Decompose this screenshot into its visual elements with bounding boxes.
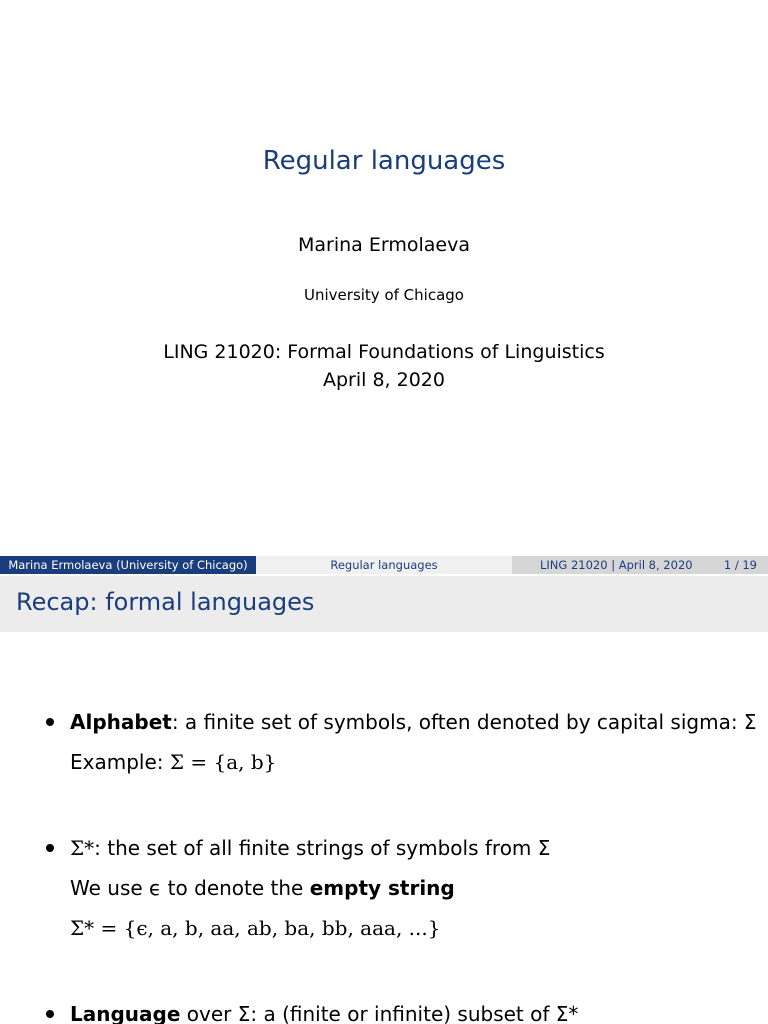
course-info xyxy=(0,338,768,394)
bullet-dot-icon xyxy=(46,1010,54,1018)
language-definition: over Σ: a (finite or infinite) subset of Σ* xyxy=(180,1002,579,1024)
bullet-alphabet xyxy=(70,710,760,790)
bullet-line xyxy=(70,1002,760,1024)
term-language: Language xyxy=(70,1002,181,1024)
sigma-star-set-math: Σ* = {ϵ, a, b, aa, ab, ba, bb, aaa, ...} xyxy=(70,916,441,940)
term-empty-string: empty string xyxy=(309,876,455,900)
course-title: LING 21020: Formal Foundations of Linguistics xyxy=(163,341,605,363)
bullet-sigma-star xyxy=(70,836,760,956)
bullet-dot-icon xyxy=(46,844,54,852)
bullet-line xyxy=(70,836,760,876)
presentation-date: April 8, 2020 xyxy=(323,369,445,391)
presentation-title: Regular languages xyxy=(262,146,506,176)
footer-course-date: LING 21020 | April 8, 2020 xyxy=(540,558,693,572)
bullet-line xyxy=(70,710,760,750)
alphabet-definition: : a finite set of symbols, often denoted by capital sigma: Σ xyxy=(171,710,757,734)
example-label: Example: xyxy=(70,750,164,774)
footer-course-page xyxy=(512,556,768,574)
slide-footer xyxy=(0,556,768,574)
institution-name: University of Chicago xyxy=(304,286,464,304)
page-number: 1 / 19 xyxy=(723,558,757,572)
bullet-dot-icon xyxy=(46,718,54,726)
empty-string-line xyxy=(70,876,760,916)
example-line xyxy=(70,750,760,790)
frame-title: Recap: formal languages xyxy=(16,588,315,616)
footer-author: Marina Ermolaeva (University of Chicago) xyxy=(0,556,256,574)
frame-title-bar xyxy=(0,576,768,632)
example-math: Σ = {a, b} xyxy=(169,750,277,774)
footer-title: Regular languages xyxy=(256,556,512,574)
sigma-star-math: Σ* xyxy=(70,836,95,860)
set-line xyxy=(70,916,760,956)
slide-content xyxy=(0,632,768,1024)
bullet-language xyxy=(70,1002,760,1024)
author-name: Marina Ermolaeva xyxy=(298,234,470,256)
sigma-star-definition: : the set of all finite strings of symbols from Σ xyxy=(94,836,551,860)
empty-string-prefix: We use ϵ to denote the xyxy=(70,876,310,900)
term-alphabet: Alphabet xyxy=(70,710,172,734)
